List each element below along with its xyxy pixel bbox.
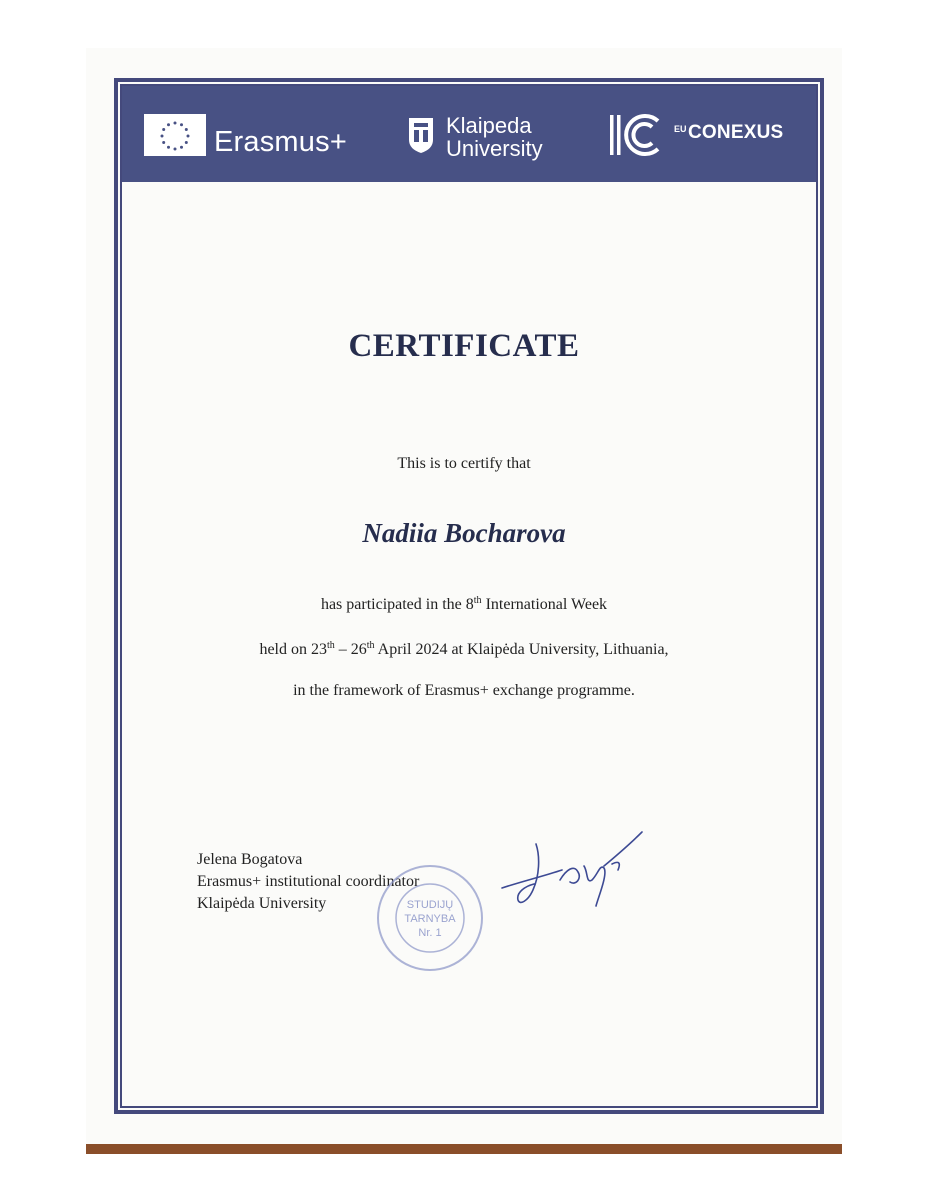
dates-sup2: th — [366, 640, 375, 651]
klaipeda-logo-line2: University — [446, 136, 543, 161]
dates-part1: held on 23 — [259, 641, 327, 658]
participation-ordinal: th — [473, 595, 482, 606]
signatory-name: Jelena Bogatova — [197, 851, 303, 868]
euconexus-mark-icon — [608, 112, 666, 158]
eu-flag-icon — [144, 114, 206, 156]
signatory-institution: Klaipėda University — [197, 895, 327, 912]
recipient-name: Nadiia Bocharova — [362, 518, 566, 548]
erasmus-logo-text: Erasmus+ — [214, 126, 347, 158]
wooden-edge — [86, 1144, 842, 1154]
klaipeda-logo-line1: Klaipeda — [446, 113, 532, 138]
participation-suffix: International Week — [481, 596, 608, 613]
handwritten-signature — [500, 826, 650, 926]
stamp-line2: TARNYBA — [404, 913, 456, 925]
klaipeda-logo-text — [446, 114, 543, 160]
certificate-title: CERTIFICATE — [348, 328, 580, 364]
stamp-line1: STUDIJŲ — [406, 899, 454, 911]
participation-prefix: has participated in the 8 — [320, 596, 474, 613]
stamp-line3: Nr. 1 — [418, 927, 442, 939]
participation-line — [0, 596, 928, 614]
certify-line: This is to certify that — [397, 455, 531, 472]
klaipeda-shield-icon — [407, 116, 435, 154]
official-stamp — [372, 862, 488, 974]
logo-banner — [122, 86, 816, 182]
signatory-position: Erasmus+ institutional coordinator — [197, 873, 420, 890]
dates-part3: April 2024 at Klaipėda University, Lithuania, — [374, 641, 669, 658]
dates-sup1: th — [326, 640, 335, 651]
framework-line: in the framework of Erasmus+ exchange programme. — [293, 682, 635, 699]
dates-part2: – 26 — [334, 641, 367, 658]
dates-line — [0, 641, 928, 659]
euconexus-logo-text: CONEXUS — [688, 122, 784, 143]
euconexus-eu-prefix: EU — [674, 124, 687, 134]
